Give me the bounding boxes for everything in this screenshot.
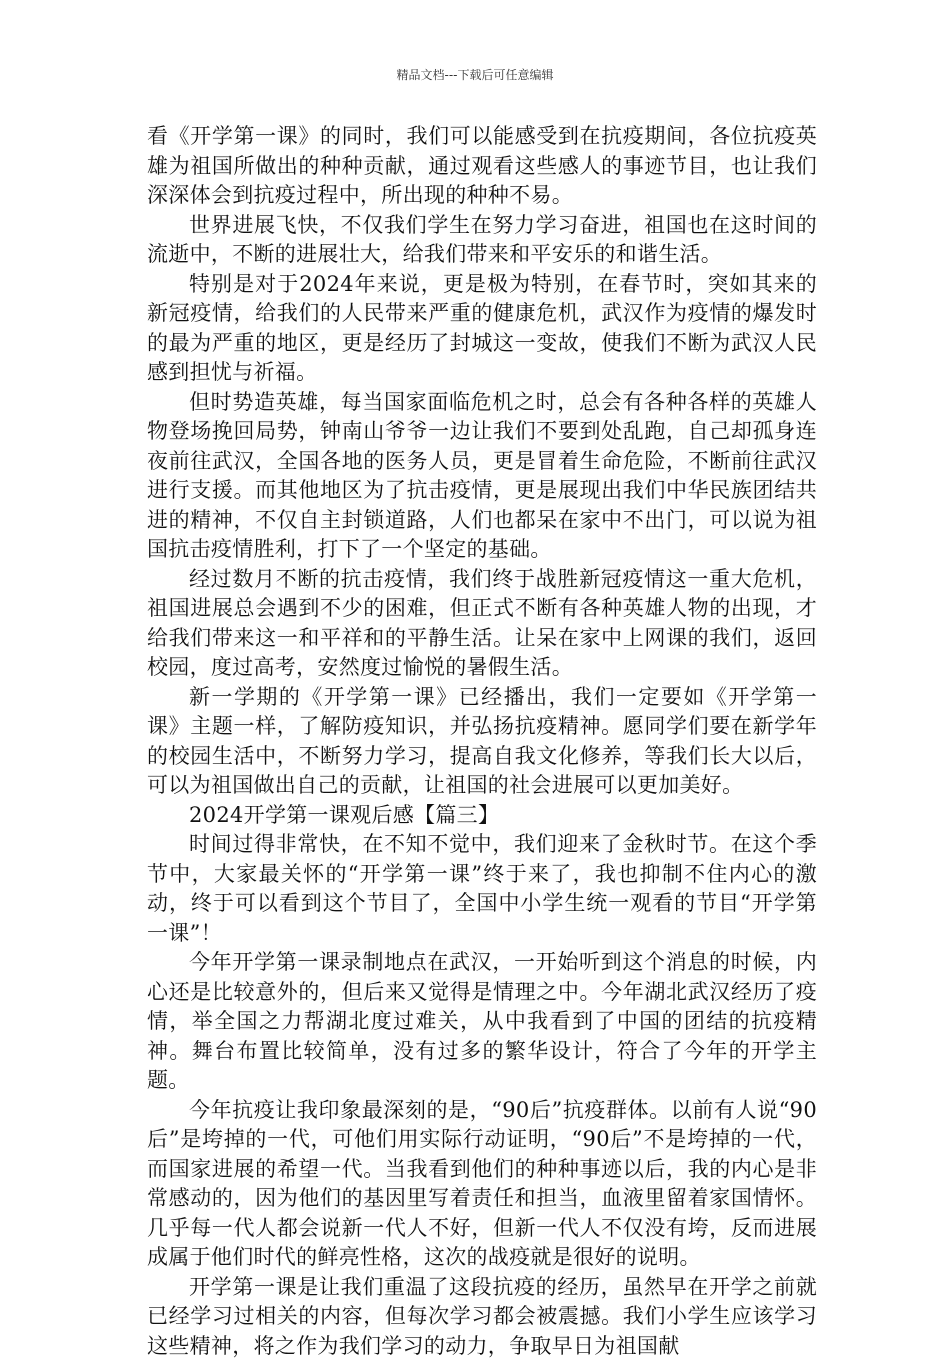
paragraph: 但时势造英雄，每当国家面临危机之时，总会有各种各样的英雄人物登场挽回局势，钟南山爷爷一边让我们不要到处乱跑，自己却孤身连夜前往武汉，全国各地的医务人员，更是冒着生命危险，不断前往武汉进行支援。而其他地区为了抗击疫情，更是展现出我们中华民族团结共进的精神，不仅自主封锁道路，人们也都呆在家中不出门，可以说为祖国抗击疫情胜利，打下了一个坚定的基础。 [147,388,817,565]
paragraph: 时间过得非常快，在不知不觉中，我们迎来了金秋时节。在这个季节中，大家最关怀的“开学第一课”终于来了，我也抑制不住内心的激动，终于可以看到这个节目了，全国中小学生统一观看的节目“开学第一课”！ [147,830,817,948]
page-header: 精品文档---下载后可任意编辑 [0,66,950,83]
paragraph: 新一学期的《开学第一课》已经播出，我们一定要如《开学第一课》主题一样，了解防疫知识，并弘扬抗疫精神。愿同学们要在新学年的校园生活中，不断努力学习，提高自我文化修养，等我们长大以后，可以为祖国做出自己的贡献，让祖国的社会进展可以更加美好。 [147,683,817,801]
section-heading: 2024开学第一课观后感【篇三】 [147,801,817,831]
paragraph: 开学第一课是让我们重温了这段抗疫的经历，虽然早在开学之前就已经学习过相关的内容，但每次学习都会被震撼。我们小学生应该学习这些精神，将之作为我们学习的动力，争取早日为祖国献 [147,1273,817,1361]
paragraph: 今年抗疫让我印象最深刻的是，“90后”抗疫群体。以前有人说“90后”是垮掉的一代，可他们用实际行动证明，“90后”不是垮掉的一代，而国家进展的希望一代。当我看到他们的种种事迹以后，我的内心是非常感动的，因为他们的基因里写着责任和担当，血液里留着家国情怀。几乎每一代人都会说新一代人不好，但新一代人不仅没有垮，反而进展成属于他们时代的鲜亮性格，这次的战疫就是很好的说明。 [147,1096,817,1273]
document-body [147,122,817,1361]
paragraph: 世界进展飞快，不仅我们学生在努力学习奋进，祖国也在这时间的流逝中，不断的进展壮大，给我们带来和平安乐的和谐生活。 [147,211,817,270]
paragraph: 经过数月不断的抗击疫情，我们终于战胜新冠疫情这一重大危机，祖国进展总会遇到不少的困难，但正式不断有各种英雄人物的出现，才给我们带来这一和平祥和的平静生活。让呆在家中上网课的我们，返回校园，度过高考，安然度过愉悦的暑假生活。 [147,565,817,683]
paragraph: 特别是对于2024年来说，更是极为特别，在春节时，突如其来的新冠疫情，给我们的人民带来严重的健康危机，武汉作为疫情的爆发时的最为严重的地区，更是经历了封城这一变故，使我们不断为武汉人民感到担忧与祈福。 [147,270,817,388]
paragraph: 看《开学第一课》的同时，我们可以能感受到在抗疫期间，各位抗疫英雄为祖国所做出的种种贡献，通过观看这些感人的事迹节目，也让我们深深体会到抗疫过程中，所出现的种种不易。 [147,122,817,211]
paragraph: 今年开学第一课录制地点在武汉，一开始听到这个消息的时候，内心还是比较意外的，但后来又觉得是情理之中。今年湖北武汉经历了疫情，举全国之力帮湖北度过难关，从中我看到了中国的团结的抗疫精神。舞台布置比较简单，没有过多的繁华设计，符合了今年的开学主题。 [147,948,817,1096]
